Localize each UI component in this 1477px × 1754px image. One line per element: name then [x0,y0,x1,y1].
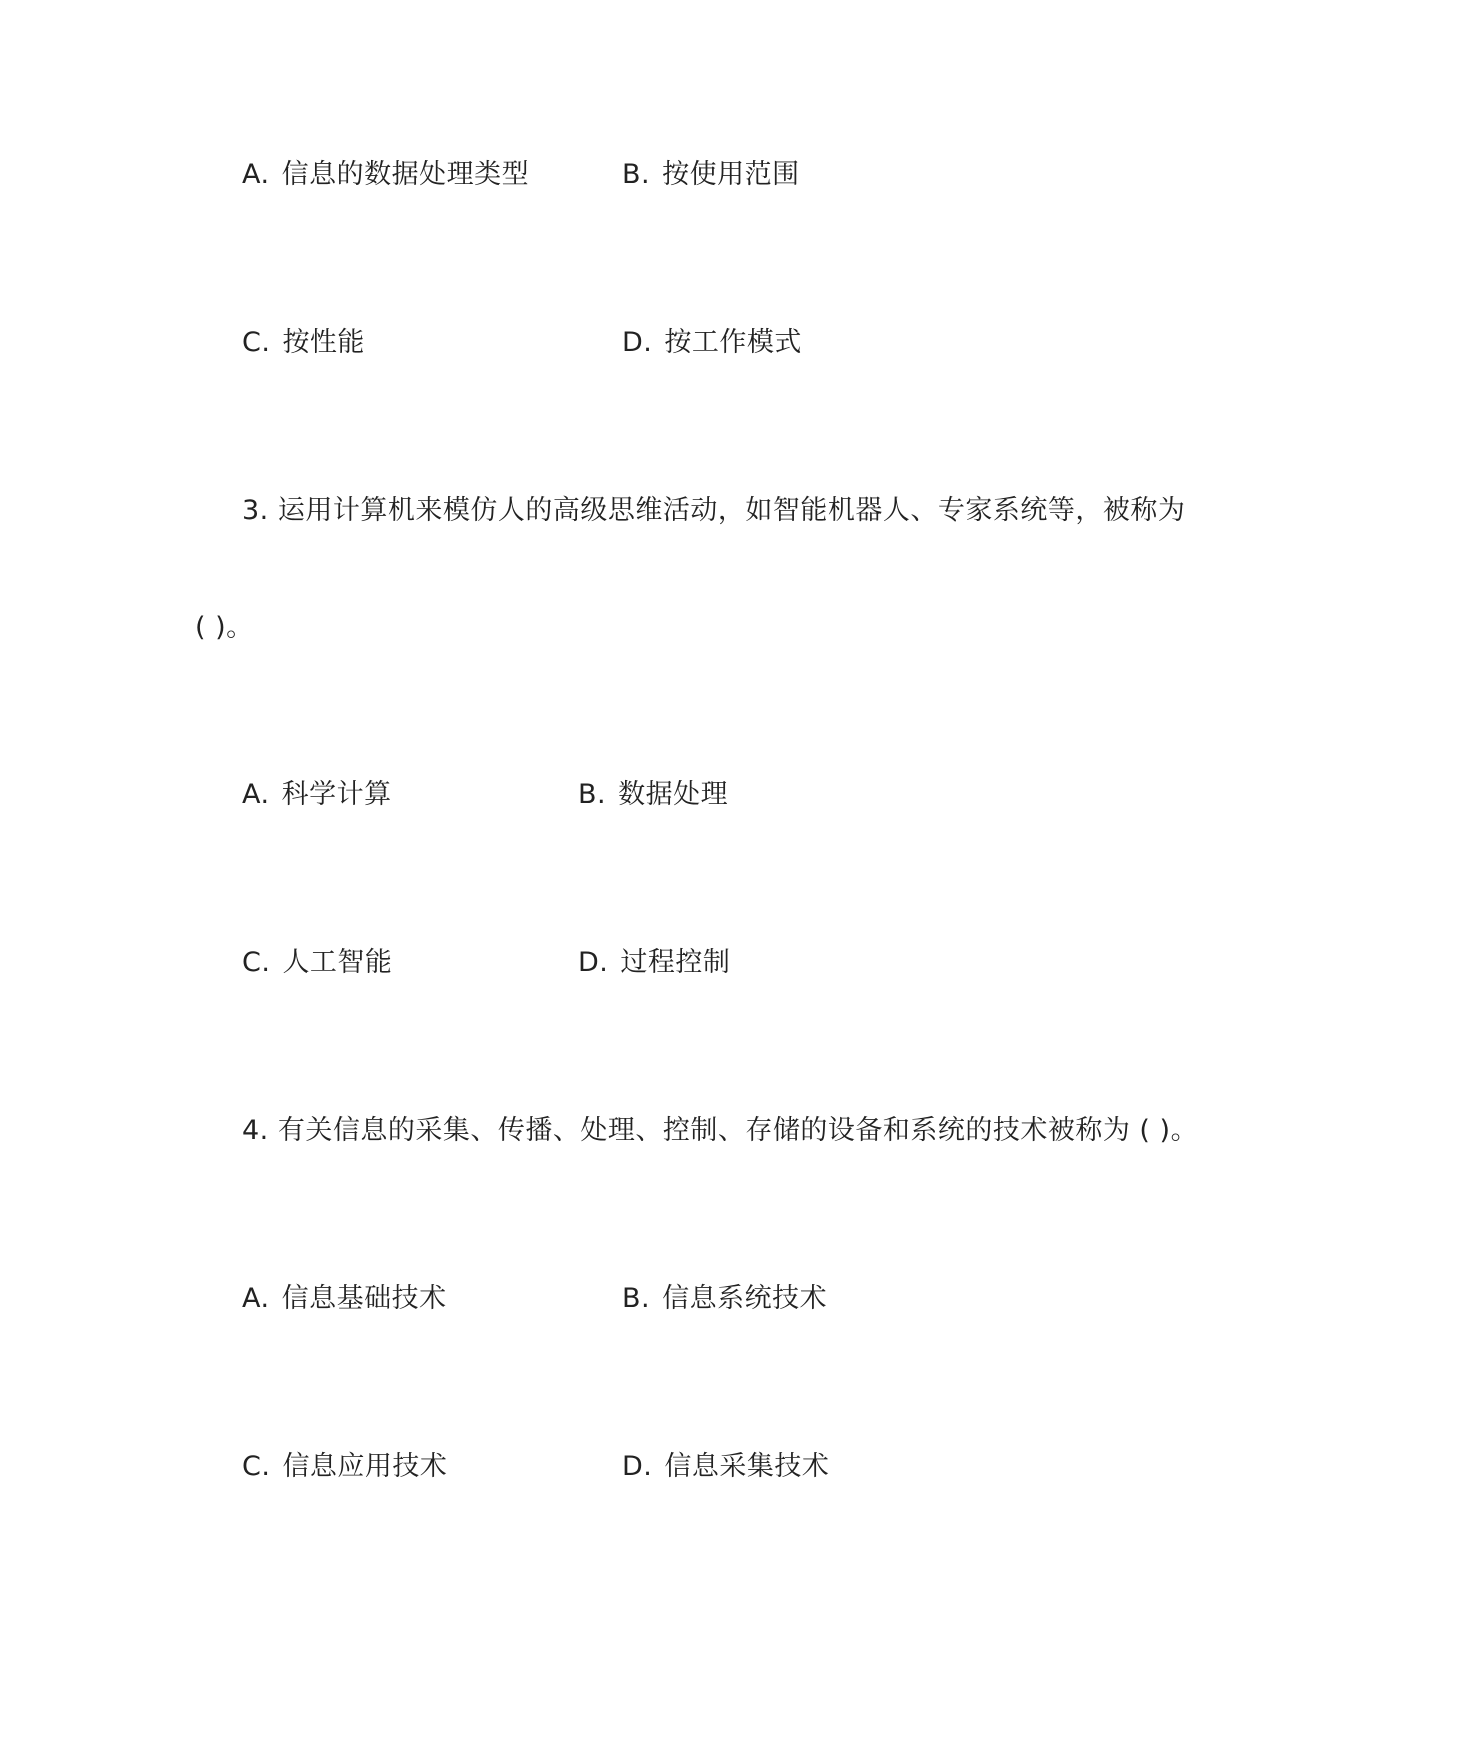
option-label: B. [622,159,651,190]
option-label: A. [242,1283,270,1314]
option-label: D. [622,327,653,358]
q3-option-c [242,945,392,981]
q3-option-a [242,777,392,813]
option-label: A. [242,779,270,810]
option-label: C. [242,1451,271,1482]
option-label: B. [622,1283,651,1314]
option-text: 信息系统技术 [662,1283,828,1314]
option-label: C. [242,327,271,358]
option-text: 信息采集技术 [664,1451,830,1482]
q4-option-a [242,1281,447,1317]
q3-answer-blank: ( )。 [195,612,254,643]
q3-option-d [578,945,730,981]
q4-option-b [622,1281,827,1317]
q4-option-c [242,1449,447,1485]
q4-option-d [622,1449,829,1485]
q2-option-b [622,157,800,193]
option-text: 过程控制 [620,947,731,978]
q2-option-a [242,157,529,193]
option-text: 信息的数据处理类型 [281,159,530,190]
option-label: D. [578,947,609,978]
option-text: 按工作模式 [664,327,802,358]
option-text: 数据处理 [618,779,729,810]
option-text: 信息基础技术 [281,1283,447,1314]
option-text: 信息应用技术 [282,1451,448,1482]
q3-option-b [578,777,728,813]
q4-stem: 4. 有关信息的采集、传播、处理、控制、存储的设备和系统的技术被称为 ( )。 [242,1115,1199,1146]
q3-stem: 3. 运用计算机来模仿人的高级思维活动，如智能机器人、专家系统等，被称为 [242,495,1186,526]
option-text: 人工智能 [282,947,393,978]
q2-option-c [242,325,365,361]
option-text: 按使用范围 [662,159,800,190]
option-label: A. [242,159,270,190]
option-label: D. [622,1451,653,1482]
option-text: 科学计算 [281,779,392,810]
option-label: B. [578,779,607,810]
option-label: C. [242,947,271,978]
q2-option-d [622,325,802,361]
option-text: 按性能 [282,327,365,358]
